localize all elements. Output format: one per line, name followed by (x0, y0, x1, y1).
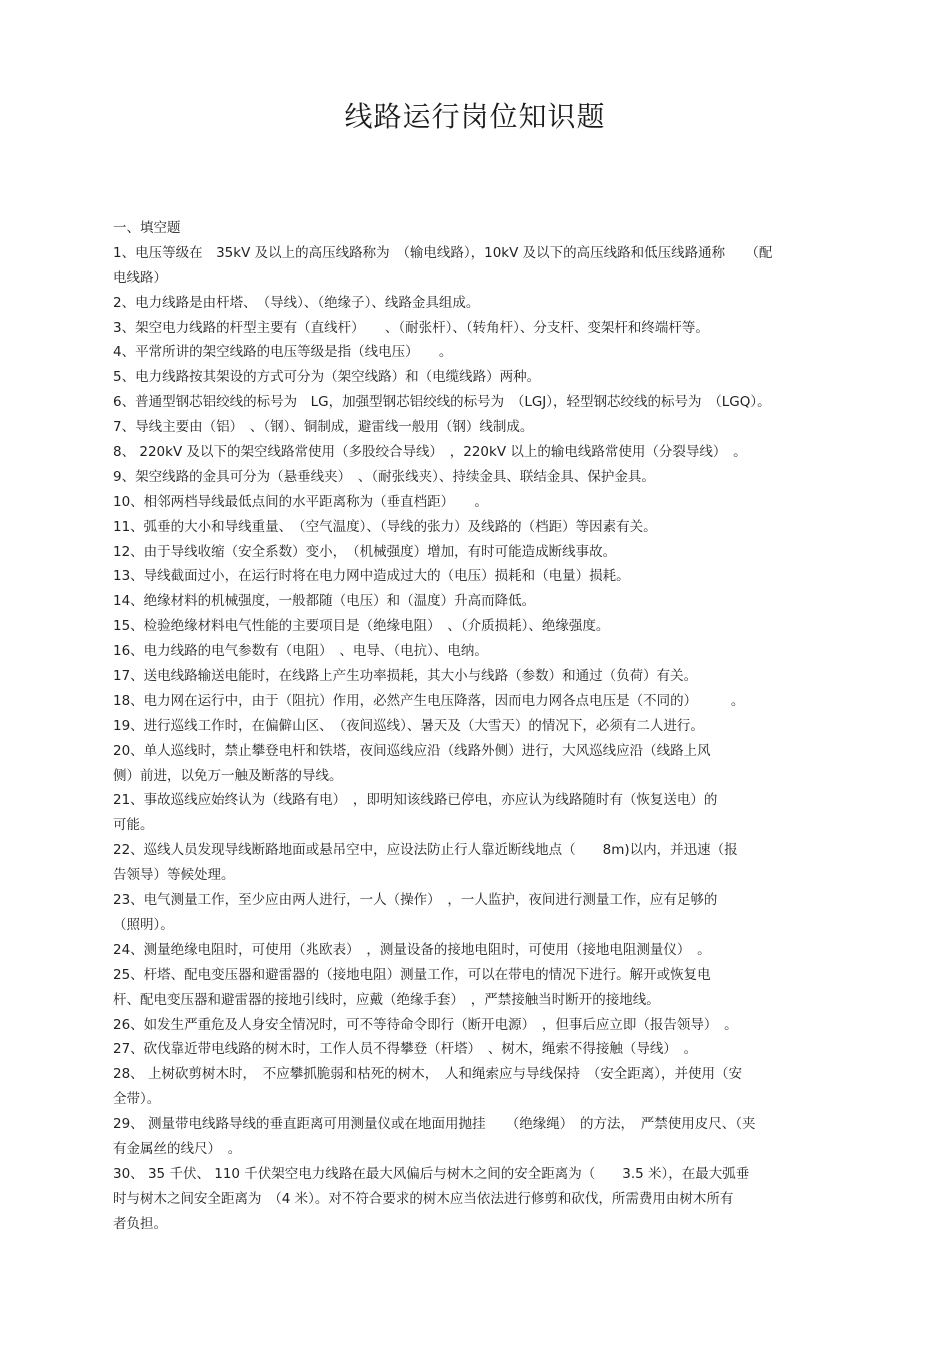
question-line: 16、电力线路的电气参数有（电阻） 、电导、（电抗）、电纳。 (113, 643, 488, 660)
question-line: 13、导线截面过小，在运行时将在电力网中造成过大的（电压）损耗和（电量）损耗。 (113, 568, 630, 585)
question-line: 4、平常所讲的架空线路的电压等级是指（线电压） 。 (113, 344, 453, 361)
question-line: 1、电压等级在 35kV 及以上的高压线路称为 （输电线路），10kV 及以下的高压线路和低压线路通称 （配 (113, 244, 773, 261)
question-line: （照明）。 (113, 916, 174, 933)
question-line: 电线路） (113, 269, 167, 286)
question-line: 2、电力线路是由杆塔、 （导线）、（绝缘子）、线路金具组成。 (113, 294, 480, 311)
question-line: 28、 上树砍剪树木时， 不应攀抓脆弱和枯死的树木， 人和绳索应与导线保持 （安全距离），并使用（安 (113, 1066, 742, 1083)
document-body (113, 216, 873, 1237)
question-line: 时与树木之间安全距离为 （4 米）。对不符合要求的树木应当依法进行修剪和砍伐，所需费用由树木所有 (113, 1190, 734, 1207)
question-line: 20、单人巡线时，禁止攀登电杆和铁塔，夜间巡线应沿（线路外侧）进行，大风巡线应沿（线路上风 (113, 742, 711, 759)
question-line: 侧）前进，以免万一触及断落的导线。 (113, 767, 343, 784)
question-line: 29、 测量带电线路导线的垂直距离可用测量仪或在地面用抛挂 （绝缘绳） 的方法， 严禁使用皮尺、（夹 (113, 1116, 756, 1133)
question-line: 7、导线主要由（铝） 、（钢）、铜制成，避雷线一般用（钢）线制成。 (113, 419, 534, 436)
page-title: 线路运行岗位知识题 (344, 100, 606, 133)
question-line: 有金属丝的线尺） 。 (113, 1140, 242, 1157)
question-line: 者负担。 (113, 1215, 167, 1232)
question-line: 杆、配电变压器和避雷器的接地引线时，应戴（绝缘手套） ，严禁接触当时断开的接地线。 (113, 991, 660, 1008)
question-line: 告领导）等候处理。 (113, 867, 235, 884)
question-line: 25、杆塔、配电变压器和避雷器的（接地电阻）测量工作，可以在带电的情况下进行。解开或恢复电 (113, 966, 711, 983)
question-line: 17、送电线路输送电能时，在线路上产生功率损耗，其大小与线路（参数）和通过（负荷）有关。 (113, 668, 698, 685)
question-list (113, 241, 873, 1237)
question-line: 24、测量绝缘电阻时，可使用（兆欧表） ，测量设备的接地电阻时，可使用（接地电阻测量仪） 。 (113, 941, 711, 958)
question-line: 8、 220kV 及以下的架空线路常使用（多股绞合导线） ，220kV 以上的输电线路常使用（分裂导线） 。 (113, 444, 747, 461)
question-line: 27、砍伐靠近带电线路的树木时，工作人员不得攀登（杆塔） 、树木，绳索不得接触（导线） 。 (113, 1041, 698, 1058)
question-line: 5、电力线路按其架设的方式可分为（架空线路）和（电缆线路）两种。 (113, 369, 541, 386)
question-line: 30、 35 千伏、 110 千伏架空电力线路在最大风偏后与树木之间的安全距离为（ 3.5 米），在最大弧垂 (113, 1165, 750, 1182)
question-line: 21、事故巡线应始终认为（线路有电） ，即明知该线路已停电，亦应认为线路随时有（恢复送电）的 (113, 792, 718, 809)
question-line: 18、电力网在运行中，由于（阻抗）作用，必然产生电压降落，因而电力网各点电压是（不同的） 。 (113, 692, 745, 709)
question-line: 11、弧垂的大小和导线重量、 （空气温度）、（导线的张力）及线路的（档距）等因素有关。 (113, 518, 657, 535)
question-line: 23、电气测量工作，至少应由两人进行，一人（操作） ，一人监护，夜间进行测量工作，应有足够的 (113, 892, 718, 909)
section-heading: 一、填空题 (113, 220, 181, 236)
question-line: 9、架空线路的金具可分为（悬垂线夹） 、（耐张线夹）、持续金具、联结金具、保护金具。 (113, 468, 655, 485)
question-line: 15、检验绝缘材料电气性能的主要项目是（绝缘电阻） 、（介质损耗）、绝缘强度。 (113, 618, 610, 635)
question-line: 可能。 (113, 817, 154, 834)
question-line: 26、如发生严重危及人身安全情况时，可不等待命令即行（断开电源） ，但事后应立即（报告领导） 。 (113, 1016, 738, 1033)
question-line: 全带）。 (113, 1091, 161, 1108)
question-line: 14、绝缘材料的机械强度，一般都随（电压）和（温度）升高而降低。 (113, 593, 536, 610)
question-line: 22、巡线人员发现导线断路地面或悬吊空中，应设法防止行人靠近断线地点（ 8m)以内，并迅速（报 (113, 842, 738, 859)
question-line: 12、由于导线收缩（安全系数）变小， （机械强度）增加，有时可能造成断线事故。 (113, 543, 617, 560)
question-line: 3、架空电力线路的杆型主要有（直线杆） 、（耐张杆）、（转角杆）、分支杆、变架杆和终端杆等。 (113, 319, 709, 336)
question-line: 19、进行巡线工作时，在偏僻山区、 （夜间巡线）、暑天及（大雪天）的情况下，必须有二人进行。 (113, 717, 704, 734)
question-line: 6、普通型钢芯铝绞线的标号为 LG，加强型钢芯铝绞线的标号为 （LGJ），轻型钢芯绞线的标号为 （LGQ）。 (113, 394, 771, 411)
question-line: 10、相邻两档导线最低点间的水平距离称为（垂直档距） 。 (113, 493, 488, 510)
